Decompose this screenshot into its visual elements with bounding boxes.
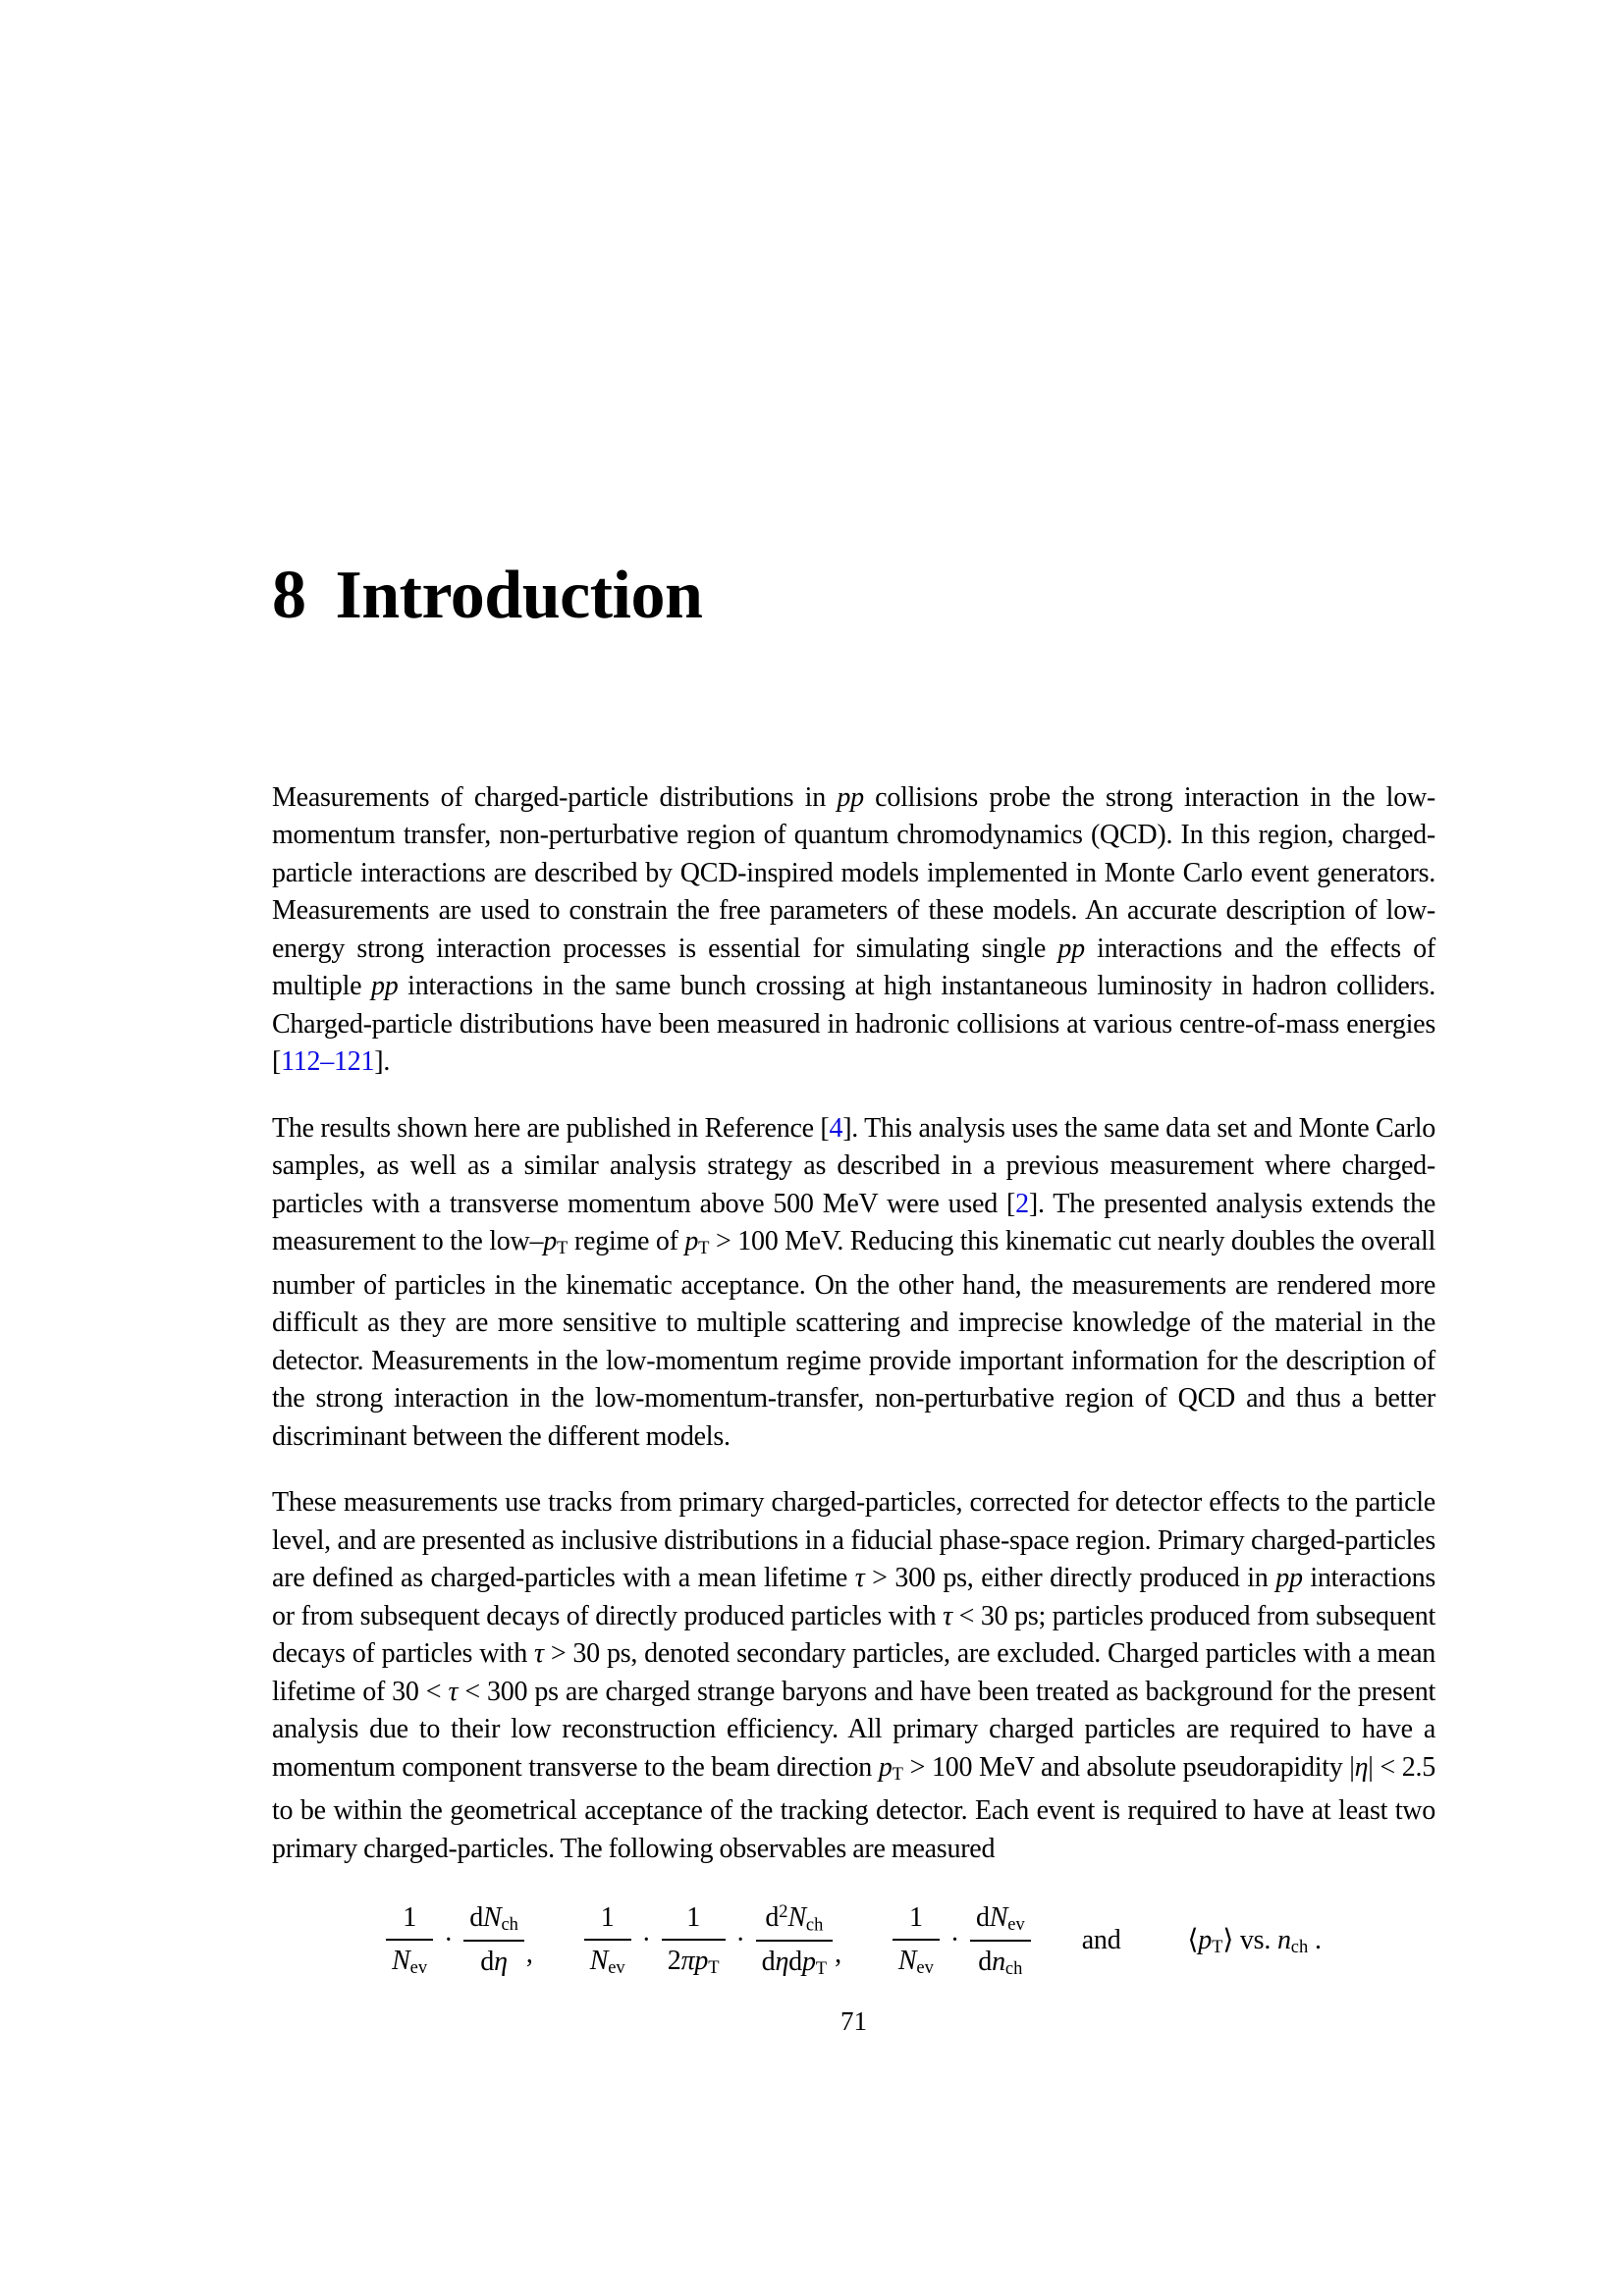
text-run: regime of (568, 1226, 685, 1256)
text-run: p (801, 1947, 816, 1978)
text-run: N (787, 1902, 806, 1934)
fraction-denominator (756, 1942, 833, 1979)
paragraph-analysis-strategy (272, 1110, 1435, 1457)
fraction-numerator (893, 1902, 940, 1941)
paragraph-primary-particles-definition (272, 1484, 1435, 1868)
section-number: 8 (272, 558, 306, 633)
text-run: d (761, 1947, 776, 1978)
text-run: τ (854, 1563, 865, 1594)
equation-term-multiplicity (893, 1902, 1031, 1979)
equation-mean-pt-term (1188, 1923, 1322, 1957)
text-run: < 300 ps are charged strange baryons and have been treated as background for the present analysis due to their low reconstruction efficiency. All primary charged particles are required to have a momentum component transverse to the beam direction (272, 1676, 1435, 1783)
text-run: d (975, 1901, 990, 1933)
page-number: 71 (840, 2006, 867, 2037)
fraction-denominator (386, 1941, 433, 1978)
text-run: n (992, 1946, 1005, 1977)
fraction-denominator (970, 1942, 1031, 1979)
text-run: p (684, 1226, 699, 1256)
text-run: ch (1290, 1937, 1309, 1957)
observables-equation (272, 1901, 1435, 1979)
text-run: ev (916, 1957, 934, 1978)
text-run: T (708, 1957, 720, 1978)
multiplication-dot: · (735, 1924, 745, 1955)
text-run: ]. (374, 1046, 391, 1077)
text-run: ch (805, 1914, 824, 1935)
citation-link[interactable]: 112–121 (281, 1046, 375, 1077)
text-run: > 300 ps, either directly produced in (864, 1563, 1276, 1594)
text-run: ev (608, 1957, 625, 1978)
fraction-denominator (893, 1941, 940, 1978)
text-run: p (878, 1751, 893, 1783)
text-run: interactions and the effects of multiple (272, 933, 1435, 1001)
fraction-numerator (756, 1901, 833, 1942)
text-run: d (765, 1902, 780, 1934)
text-run: d (480, 1947, 495, 1978)
text-run: > 30 ps, denoted secondary particles, are excluded. Charged particles with a mean lifetime of 30 < (272, 1638, 1435, 1707)
fraction-numerator (584, 1902, 631, 1941)
section-title: Introduction (335, 558, 703, 633)
text-run: 1 (686, 1902, 701, 1934)
text-run: N (392, 1946, 410, 1977)
text-run: τ (943, 1600, 952, 1631)
text-run: ch (1004, 1957, 1023, 1978)
text-run: ev (409, 1957, 428, 1978)
text-run: 1 (908, 1902, 923, 1934)
text-run: η (775, 1947, 789, 1978)
text-run: π (680, 1946, 695, 1977)
text-run: pp (1275, 1563, 1303, 1594)
fraction-one-over-2pipt (662, 1902, 726, 1978)
text-run: τ (534, 1638, 544, 1670)
fraction-numerator (463, 1902, 524, 1942)
text-run: ]. The presented analysis extends the measurement to the low– (272, 1188, 1435, 1256)
text-run: These measurements use tracks from primary charged-particles, corrected for detector effects to the particle level, and are presented as inclusive distributions in a fiducial phase-space region. Primary charged-particles are defined as charged-particles with a mean lifetime (272, 1487, 1435, 1594)
paragraph-measurements-overview (272, 779, 1435, 1082)
fraction-one-over-nev (386, 1902, 433, 1978)
text-run: N (989, 1901, 1008, 1933)
text-run: 1 (600, 1902, 615, 1934)
text-column (272, 0, 1435, 2037)
section-heading (272, 560, 1435, 632)
text-run: T (698, 1238, 710, 1258)
text-run: ⟨ (1187, 1925, 1199, 1956)
text-run: > 100 MeV and absolute pseudorapidity | (902, 1751, 1355, 1783)
equation-term-pt-spectrum (584, 1901, 841, 1979)
text-run: p (543, 1226, 557, 1256)
text-run: pp (1057, 933, 1085, 964)
text-run: τ (448, 1676, 459, 1707)
text-run: Measurements of charged-particle distributions in (272, 781, 838, 813)
equation-term-eta-distribution (386, 1902, 533, 1978)
text-run: ev (1007, 1913, 1025, 1934)
text-run: T (892, 1763, 903, 1784)
fraction-one-over-nev (893, 1902, 940, 1978)
text-run: | < 2.5 to be within the geometrical acceptance of the tracking detector. Each event is required to have at least two primary charged-particles. The following observables are measured (272, 1751, 1435, 1864)
text-run: N (589, 1946, 609, 1977)
text-run: N (483, 1902, 502, 1934)
text-run: 1 (403, 1902, 416, 1934)
multiplication-dot: · (641, 1924, 651, 1955)
text-run: pp (371, 971, 399, 1001)
equation-connector: and (1081, 1924, 1121, 1955)
text-run: N (897, 1946, 917, 1977)
fraction-denominator (463, 1942, 524, 1978)
fraction-one-over-nev (584, 1902, 631, 1978)
fraction-numerator (386, 1902, 433, 1941)
fraction-denominator (662, 1941, 726, 1978)
text-run: interactions or from subsequent decays of directly produced particles with (272, 1563, 1436, 1631)
fraction-denominator (584, 1941, 631, 1978)
text-run: 2 (667, 1946, 681, 1977)
equation-comma: , (525, 1938, 533, 1969)
text-run: T (1212, 1937, 1223, 1957)
text-run: n (1276, 1925, 1291, 1956)
text-run: d (469, 1902, 483, 1934)
fraction-numerator (662, 1902, 726, 1941)
text-run: 2 (779, 1901, 788, 1922)
multiplication-dot: · (444, 1924, 454, 1955)
text-run: collisions probe the strong interaction in the low-momentum transfer, non-perturbative region of quantum chromodynamics (QCD). In this region, charged-particle interactions are described by QCD-inspired models implemented in Monte Carlo event generators. Measurements are used to constrain the free parameters of these models. An accurate description of low-energy strong interaction processes is essential for simulating single (272, 781, 1435, 964)
text-run: The results shown here are published in Reference [ (272, 1112, 830, 1144)
text-run: p (694, 1946, 709, 1977)
fraction-dnch-deta (463, 1902, 524, 1978)
citation-link[interactable]: 2 (1015, 1188, 1029, 1219)
text-run: d (978, 1946, 993, 1977)
text-run: T (557, 1238, 568, 1258)
citation-link[interactable]: 4 (829, 1112, 843, 1144)
fraction-numerator (970, 1902, 1031, 1942)
fraction-d2nch-detadpt (756, 1901, 833, 1979)
equation-comma: , (835, 1938, 841, 1969)
text-run: T (815, 1958, 828, 1979)
text-run: interactions in the same bunch crossing at high instantaneous luminosity in hadron colliders. Charged-particle distributions have been measured in hadronic collisions at various centre-of-mass energies [ (272, 971, 1435, 1077)
multiplication-dot: · (949, 1924, 959, 1955)
text-run: d (788, 1947, 802, 1978)
text-run: < 30 ps; particles produced from subsequent decays of particles with (272, 1600, 1436, 1670)
text-run: p (1198, 1925, 1213, 1956)
text-run: > 100 MeV. Reducing this kinematic cut nearly doubles the overall number of particles in the kinematic acceptance. On the other hand, the measurements are rendered more difficult as they are more sensitive to multiple scattering and imprecise knowledge of the material in the detector. Measurements in the low-momentum regime provide important information for the description of the strong interaction in the low-momentum-transfer, non-perturbative region of QCD and thus a better discriminant between the different models. (272, 1226, 1436, 1452)
text-run: pp (837, 781, 864, 813)
fraction-dnev-dnch (970, 1902, 1031, 1979)
text-run: η (494, 1947, 508, 1978)
text-run: η (1354, 1751, 1369, 1783)
text-run: ⟩ vs. (1222, 1925, 1277, 1956)
text-run: ch (501, 1914, 518, 1935)
text-run: . (1308, 1925, 1322, 1956)
text-run: ]. This analysis uses the same data set and Monte Carlo samples, as well as a similar analysis strategy as described in a previous measurement where charged-particles with a transverse momentum above 500 MeV were used [ (272, 1112, 1435, 1219)
